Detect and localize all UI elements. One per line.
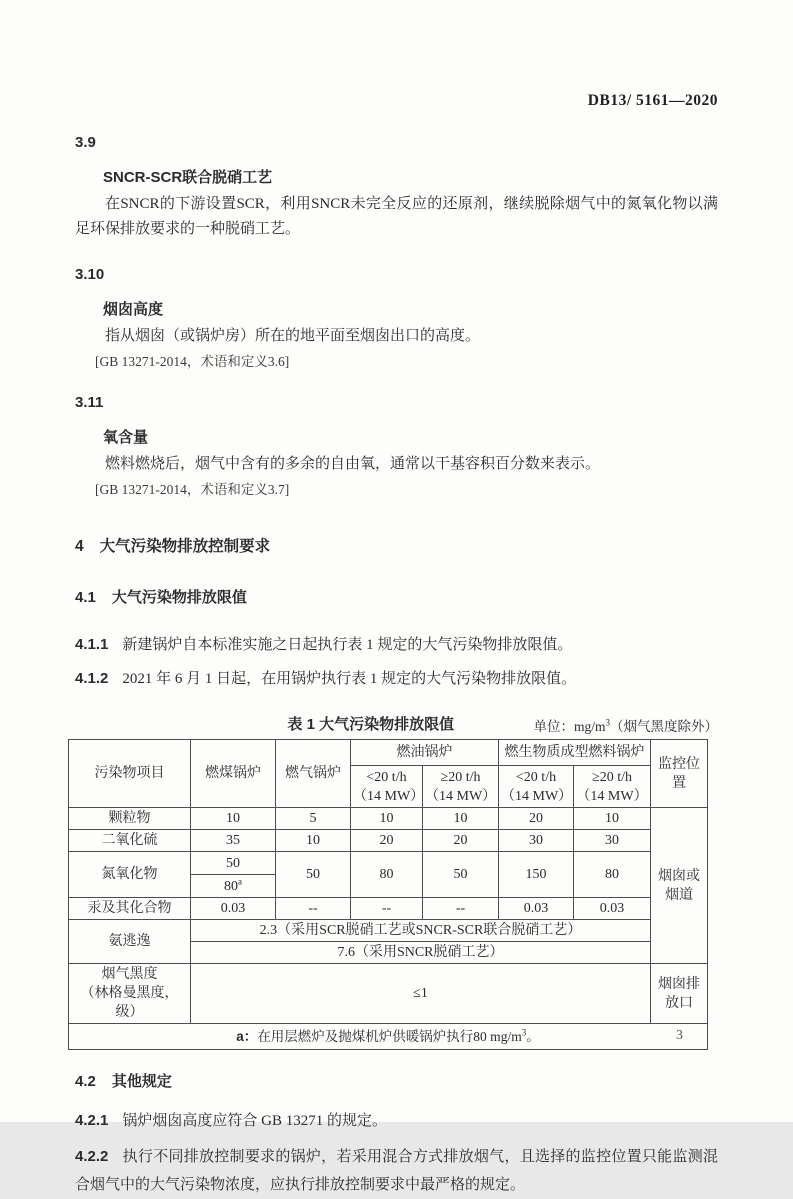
section-4-1-heading bbox=[75, 586, 718, 607]
value-cell: 10 bbox=[276, 830, 351, 852]
section-4-2-heading bbox=[75, 1070, 718, 1091]
value-cell: 5 bbox=[276, 808, 351, 830]
value-cell-with-footnote: 80$^a$ bbox=[191, 875, 276, 898]
value-cell: 80 bbox=[574, 852, 651, 898]
value-cell: 0.03 bbox=[191, 898, 276, 920]
value-cell: 30 bbox=[574, 830, 651, 852]
clause-text: 新建锅炉自本标准实施之日起执行表 1 规定的大气污染物排放限值。 bbox=[122, 637, 573, 653]
section-number: 4.2 bbox=[75, 1073, 96, 1090]
term-definition: 在SNCR的下游设置SCR，利用SNCR未完全反应的还原剂，继续脱除烟气中的氮氧化物以满足环保排放要求的一种脱硝工艺。 bbox=[75, 196, 718, 237]
row-ammonia-scr bbox=[69, 920, 708, 942]
term-reference: [GB 13271-2014，术语和定义3.7] bbox=[95, 482, 290, 497]
emission-limits-table bbox=[68, 739, 708, 1050]
term-number: 3.11 bbox=[75, 394, 104, 411]
ammonia-scr-cell: 2.3（采用SCR脱硝工艺或SNCR-SCR联合脱硝工艺） bbox=[191, 920, 651, 942]
header-bio-lt20: <20 t/h （14 MW） bbox=[499, 766, 574, 808]
monitor-outlet-cell: 烟囱排放口 bbox=[651, 964, 708, 1024]
clause-4-2-2 bbox=[75, 1143, 718, 1199]
section-title: 其他规定 bbox=[111, 1073, 172, 1090]
header-oil-lt20: <20 t/h （14 MW） bbox=[351, 766, 423, 808]
value-cell: -- bbox=[276, 898, 351, 920]
header-gas-boiler: 燃气锅炉 bbox=[276, 740, 351, 808]
header-biomass-boiler-group: 燃生物质成型燃料锅炉 bbox=[499, 740, 651, 766]
clause-4-2-1 bbox=[75, 1107, 718, 1135]
value-cell: 0.03 bbox=[499, 898, 574, 920]
value-cell: 20 bbox=[499, 808, 574, 830]
clause-number: 4.1.2 bbox=[75, 670, 109, 687]
value-cell: 30 bbox=[499, 830, 574, 852]
chapter-number: 4 bbox=[75, 538, 84, 555]
table-unit: 单位：$mg/m^3$（烟气黑度除外） bbox=[533, 717, 718, 734]
header-pollutant: 污染物项目 bbox=[69, 740, 191, 808]
term-section-3-11 bbox=[75, 394, 718, 498]
value-cell: 10 bbox=[574, 808, 651, 830]
value-cell: -- bbox=[423, 898, 499, 920]
footnote-marker: a bbox=[238, 875, 242, 886]
value-cell: 150 bbox=[499, 852, 574, 898]
pollutant-name-cell: 氮氧化物 bbox=[69, 852, 191, 898]
value-cell: 80 bbox=[351, 852, 423, 898]
row-nox-upper bbox=[69, 852, 708, 875]
term-definition: 燃料燃烧后，烟气中含有的多余的自由氧，通常以干基容积百分数来表示。 bbox=[105, 456, 601, 472]
chapter-title: 大气污染物排放控制要求 bbox=[99, 538, 271, 555]
term-reference: [GB 13271-2014，术语和定义3.6] bbox=[95, 354, 290, 369]
clause-number: 4.1.1 bbox=[75, 636, 109, 653]
clause-number: 4.2.2 bbox=[75, 1148, 109, 1165]
term-title: SNCR-SCR联合脱硝工艺 bbox=[103, 169, 273, 186]
footnote-superscript: 3 bbox=[521, 1027, 527, 1038]
doc-number: DB13/ 5161—2020 bbox=[587, 92, 718, 109]
term-number: 3.10 bbox=[75, 266, 105, 283]
value-cell: 50 bbox=[191, 852, 276, 875]
unit-superscript: 3 bbox=[605, 717, 610, 728]
clause-text: 2021 年 6 月 1 日起，在用锅炉执行表 1 规定的大气污染物排放限值。 bbox=[122, 671, 577, 687]
pollutant-name-cell: 汞及其化合物 bbox=[69, 898, 191, 920]
clause-4-1-1 bbox=[75, 631, 718, 659]
term-section-3-10 bbox=[75, 266, 718, 370]
value-cell: 50 bbox=[423, 852, 499, 898]
clause-number: 4.2.1 bbox=[75, 1112, 109, 1129]
pollutant-name-cell: 二氧化硫 bbox=[69, 830, 191, 852]
row-particulate bbox=[69, 808, 708, 830]
table-title: 表 1 大气污染物排放限值 bbox=[287, 716, 455, 733]
term-number: 3.9 bbox=[75, 134, 96, 151]
blackness-value-cell: ≤1 bbox=[191, 964, 651, 1024]
value-cell: 10 bbox=[191, 808, 276, 830]
value-cell: 0.03 bbox=[574, 898, 651, 920]
pollutant-name-cell: 颗粒物 bbox=[69, 808, 191, 830]
header-monitor-position: 监控位置 bbox=[651, 740, 708, 808]
clause-text: 锅炉烟囱高度应符合 GB 13271 的规定。 bbox=[122, 1113, 387, 1129]
row-footnote bbox=[69, 1024, 708, 1050]
value-cell: 20 bbox=[351, 830, 423, 852]
header-coal-boiler: 燃煤锅炉 bbox=[191, 740, 276, 808]
table-caption bbox=[75, 713, 718, 735]
row-blackness bbox=[69, 964, 708, 1024]
clause-4-1-2 bbox=[75, 665, 718, 693]
row-so2 bbox=[69, 830, 708, 852]
section-number: 4.1 bbox=[75, 589, 96, 606]
section-title: 大气污染物排放限值 bbox=[111, 589, 247, 606]
header-oil-ge20: ≥20 t/h （14 MW） bbox=[423, 766, 499, 808]
clause-text: 执行不同排放控制要求的锅炉，若采用混合方式排放烟气，且选择的监控位置只能监测混合烟气中的大气污染物浓度，应执行排放控制要求中最严格的规定。 bbox=[75, 1149, 718, 1193]
term-title: 烟囱高度 bbox=[103, 301, 164, 318]
pollutant-name-cell: 氨逃逸 bbox=[69, 920, 191, 964]
value-cell: 20 bbox=[423, 830, 499, 852]
page-number: 3 bbox=[676, 1028, 683, 1043]
header-bio-ge20: ≥20 t/h （14 MW） bbox=[574, 766, 651, 808]
value-cell: -- bbox=[351, 898, 423, 920]
value-cell: 50 bbox=[276, 852, 351, 898]
term-definition: 指从烟囱（或锅炉房）所在的地平面至烟囱出口的高度。 bbox=[105, 328, 481, 344]
value-cell: 10 bbox=[351, 808, 423, 830]
ammonia-sncr-cell: 7.6（采用SNCR脱硝工艺） bbox=[191, 942, 651, 964]
monitor-flue-cell: 烟囱或烟道 bbox=[651, 808, 708, 964]
chapter-4-heading bbox=[75, 534, 718, 556]
row-mercury bbox=[69, 898, 708, 920]
term-title: 氧含量 bbox=[103, 429, 149, 446]
value-cell: 35 bbox=[191, 830, 276, 852]
header-oil-boiler-group: 燃油锅炉 bbox=[351, 740, 499, 766]
table-footnote: a：在用层燃炉及抛煤机炉供暖锅炉执行80 $mg/m^3$。 bbox=[69, 1024, 708, 1050]
value-cell: 10 bbox=[423, 808, 499, 830]
pollutant-name-cell: 烟气黑度 （林格曼黑度，级） bbox=[69, 964, 191, 1024]
term-section-3-9 bbox=[75, 134, 718, 242]
